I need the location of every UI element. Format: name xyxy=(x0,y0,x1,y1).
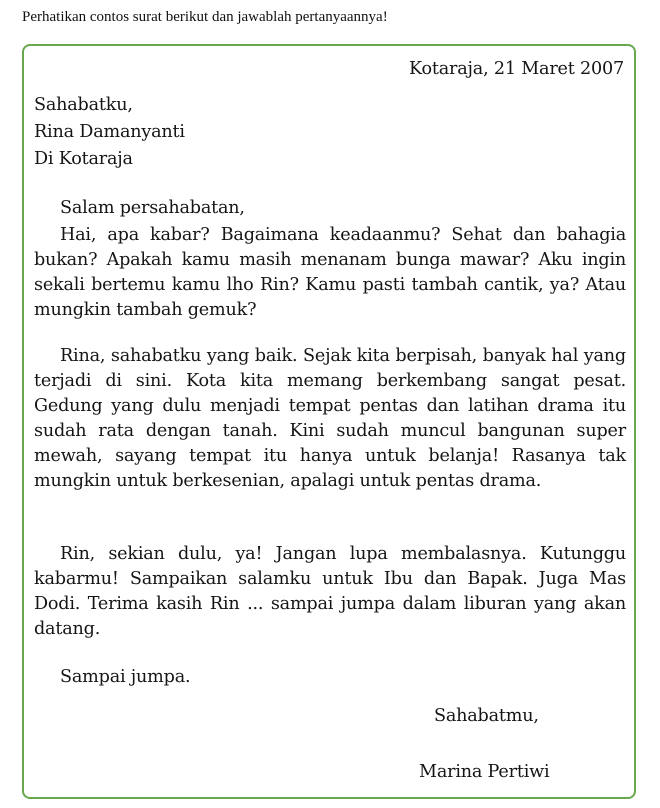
recipient-salutation: Sahabatku, xyxy=(34,95,133,115)
instruction-text: Perhatikan contos surat berikut dan jawablah pertanyaannya! xyxy=(22,9,388,25)
letter-paragraph-3: Rin, sekian dulu, ya! Jangan lupa membalasnya. Kutunggu kabarmu! Sampaikan salamku untuk Ibu dan Bapak. Juga Mas Dodi. Terima kasih Rin ... sampai jumpa dalam liburan yang akan datang. xyxy=(34,544,626,639)
letter-frame xyxy=(22,44,636,799)
letter-signature: Marina Pertiwi xyxy=(419,762,550,782)
letter-paragraph-1: Hai, apa kabar? Bagaimana keadaanmu? Sehat dan bahagia bukan? Apakah kamu masih menanam bunga mawar? Aku ingin sekali bertemu kamu lho Rin? Kamu pasti tambah cantik, ya? Atau mungkin tambah gemuk? xyxy=(34,225,626,320)
recipient-city: Di Kotaraja xyxy=(34,149,133,169)
letter-date: Kotaraja, 21 Maret 2007 xyxy=(409,59,624,79)
letter-paragraph-2: Rina, sahabatku yang baik. Sejak kita berpisah, banyak hal yang terjadi di sini. Kota kita memang berkembang sangat pesat. Gedung yang dulu menjadi tempat pentas dan latihan drama itu sudah rata dengan tanah. Kini sudah muncul bangunan super mewah, sayang tempat itu hanya untuk belanja! Rasanya tak mungkin untuk berkesenian, apalagi untuk pentas drama. xyxy=(34,346,626,491)
recipient-name: Rina Damanyanti xyxy=(34,122,185,142)
letter-closing: Sampai jumpa. xyxy=(60,667,191,687)
letter-greeting: Salam persahabatan, xyxy=(60,198,245,218)
recipient-address xyxy=(34,93,626,174)
letter-valediction: Sahabatmu, xyxy=(434,706,539,726)
